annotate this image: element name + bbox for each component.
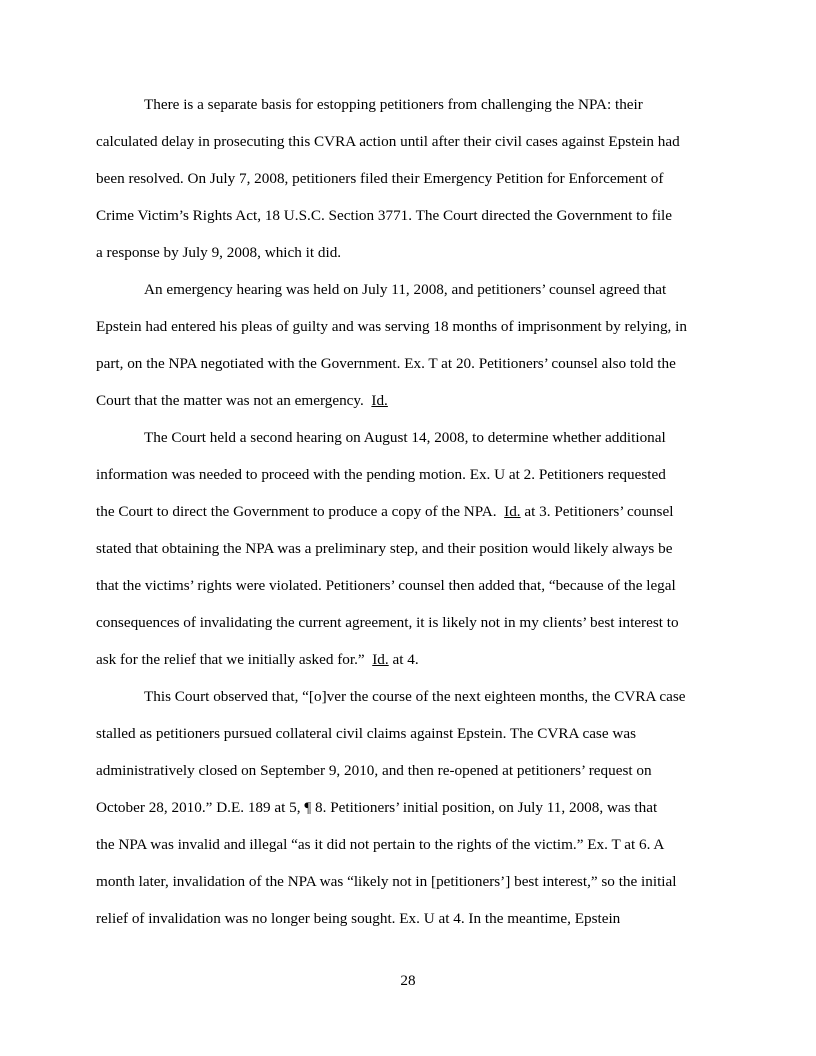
text-line: information was needed to proceed with the pending motion. Ex. U at 2. Petitioners requested (96, 466, 666, 483)
paragraph-emergency-hearing (96, 271, 722, 419)
paragraph-court-observed (96, 678, 722, 937)
text-line: consequences of invalidating the current agreement, it is likely not in my clients’ best interest to (96, 614, 679, 631)
text-line: October 28, 2010.” D.E. 189 at 5, ¶ 8. Petitioners’ initial position, on July 11, 2008, was that (96, 799, 658, 816)
paragraph-estoppel-basis (96, 0, 722, 271)
citation-id: Id. (371, 392, 388, 409)
text-line: been resolved. On July 7, 2008, petitioners filed their Emergency Petition for Enforcement of (96, 170, 664, 187)
paragraph-second-hearing (96, 419, 722, 678)
text-line: Crime Victim’s Rights Act, 18 U.S.C. Section 3771. The Court directed the Government to file (96, 207, 673, 224)
text-line: calculated delay in prosecuting this CVRA action until after their civil cases against Epstein had (96, 133, 680, 150)
text-line (96, 493, 722, 530)
text-line: There is a separate basis for estopping petitioners from challenging the NPA: their (144, 96, 643, 113)
text-line: month later, invalidation of the NPA was “likely not in [petitioners’] best interest,” so the initial (96, 873, 677, 890)
text-segment: ask for the relief that we initially asked for.” (96, 651, 365, 668)
text-line: An emergency hearing was held on July 11, 2008, and petitioners’ counsel agreed that (144, 281, 667, 298)
text-line: administratively closed on September 9, 2010, and then re-opened at petitioners’ request on (96, 762, 652, 779)
text-line (96, 641, 722, 678)
citation-id: Id. (504, 503, 521, 520)
text-line: Epstein had entered his pleas of guilty and was serving 18 months of imprisonment by relying, in (96, 318, 687, 335)
text-line (96, 382, 722, 419)
text-line: part, on the NPA negotiated with the Government. Ex. T at 20. Petitioners’ counsel also told the (96, 355, 676, 372)
text-segment: the Court to direct the Government to produce a copy of the NPA. (96, 503, 497, 520)
citation-tail: at 4. (388, 651, 419, 668)
text-line: stalled as petitioners pursued collateral civil claims against Epstein. The CVRA case was (96, 725, 637, 742)
text-line: This Court observed that, “[o]ver the course of the next eighteen months, the CVRA case (144, 688, 686, 705)
text-line: the NPA was invalid and illegal “as it did not pertain to the rights of the victim.” Ex. T at 6. A (96, 836, 665, 853)
page-number: 28 (400, 972, 416, 989)
text-line: that the victims’ rights were violated. Petitioners’ counsel then added that, “because of the legal (96, 577, 676, 594)
document-body (96, 0, 722, 937)
text-line: The Court held a second hearing on August 14, 2008, to determine whether additional (144, 429, 666, 446)
text-line: stated that obtaining the NPA was a preliminary step, and their position would likely always be (96, 540, 673, 557)
text-segment: Court that the matter was not an emergency. (96, 392, 364, 409)
text-line: a response by July 9, 2008, which it did. (96, 244, 342, 261)
text-line: relief of invalidation was no longer being sought. Ex. U at 4. In the meantime, Epstein (96, 910, 621, 927)
citation-tail: at 3. Petitioners’ counsel (520, 503, 674, 520)
citation-id: Id. (372, 651, 389, 668)
